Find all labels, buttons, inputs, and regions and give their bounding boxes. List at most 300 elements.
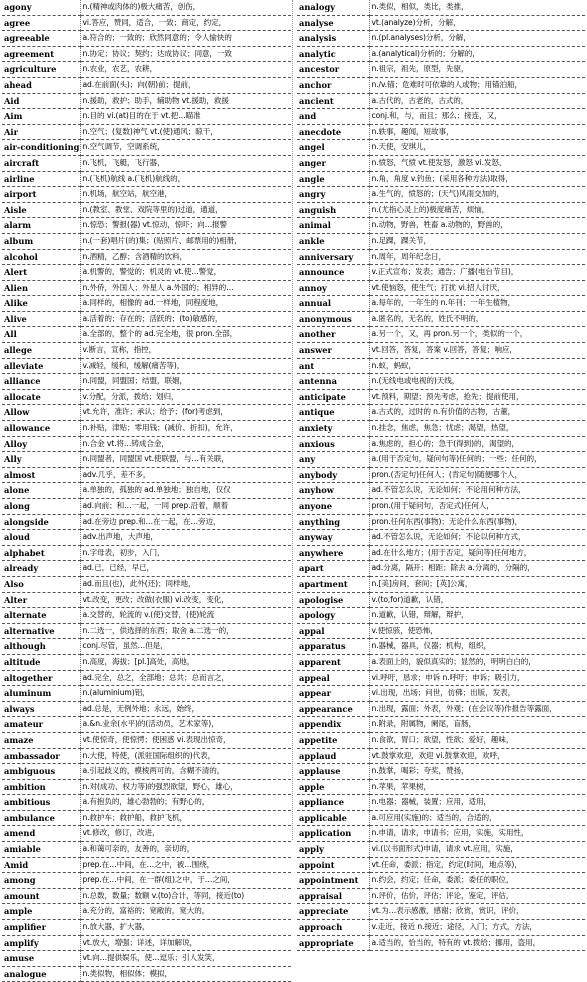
entry-word: aloud bbox=[2, 530, 80, 546]
entry-definition: n.(尤指心灵上的)极度痛苦，烦恼， bbox=[369, 202, 585, 218]
entry-word: appear bbox=[297, 686, 369, 702]
entry-word: already bbox=[2, 561, 80, 577]
vocab-entry bbox=[2, 717, 291, 733]
entry-definition: a.符合的；一致的；欣然同意的；令人愉快的 bbox=[80, 31, 291, 47]
entry-word: air-conditioning bbox=[2, 140, 80, 156]
vocab-entry bbox=[2, 202, 291, 218]
entry-definition: n.同盟者，同盟国 vt.使联盟，与…有关联， bbox=[80, 452, 291, 468]
entry-word: ankle bbox=[297, 233, 369, 249]
vocab-entry bbox=[297, 654, 585, 670]
entry-definition: n.出现，露面；外表，外观；(在会议等)作报告等露面， bbox=[369, 701, 585, 717]
vocab-entry bbox=[2, 592, 291, 608]
entry-word: amateur bbox=[2, 717, 80, 733]
vocab-entry bbox=[297, 764, 585, 780]
entry-word: album bbox=[2, 233, 80, 249]
entry-definition: n.约会，约定；任命，委派；委任的职位， bbox=[369, 873, 585, 889]
entry-word: airline bbox=[2, 171, 80, 187]
vocab-entry bbox=[297, 920, 585, 936]
entry-word: apparatus bbox=[297, 639, 369, 655]
vocab-entry bbox=[297, 810, 585, 826]
entry-word: Alien bbox=[2, 280, 80, 296]
entry-word: agree bbox=[2, 15, 80, 31]
entry-definition: n.救护车；救护船，救护飞机， bbox=[80, 810, 291, 826]
vocab-entry bbox=[297, 405, 585, 421]
entry-word: apart bbox=[297, 561, 369, 577]
entry-definition: vt.预料，期望；预先考虑，抢先；提前使用， bbox=[369, 389, 585, 405]
entry-word: anecdote bbox=[297, 124, 369, 140]
entry-word: Alike bbox=[2, 296, 80, 312]
entry-word: antenna bbox=[297, 374, 369, 390]
entry-definition: n.祖宗，祖先，原型，先驱， bbox=[369, 62, 585, 78]
entry-word: appoint bbox=[297, 857, 369, 873]
entry-definition: n.天使，安琪儿， bbox=[369, 140, 585, 156]
entry-word: Also bbox=[2, 576, 80, 592]
vocab-entry bbox=[297, 155, 585, 171]
vocab-entry bbox=[297, 109, 585, 125]
vocab-entry bbox=[2, 810, 291, 826]
entry-definition: a.匿名的，无名的，姓氏不明的， bbox=[369, 311, 585, 327]
entry-word: announce bbox=[297, 265, 369, 281]
entry-definition: adv.几乎，差不多， bbox=[80, 467, 291, 483]
vocab-entry bbox=[297, 15, 585, 31]
entry-definition: n.食欲，胃口；欲望，性欲；爱好，趣味， bbox=[369, 732, 585, 748]
vocab-entry bbox=[297, 873, 585, 889]
entry-definition: a.引起歧义的，模棱两可的，含糊不清的， bbox=[80, 764, 291, 780]
vocab-entry bbox=[297, 670, 585, 686]
vocab-entry bbox=[2, 187, 291, 203]
vocab-entry bbox=[297, 795, 585, 811]
entry-word: angel bbox=[297, 140, 369, 156]
entry-word: although bbox=[2, 639, 80, 655]
vocab-entry bbox=[2, 966, 291, 982]
vocab-entry bbox=[2, 873, 291, 889]
entry-word: amend bbox=[2, 826, 80, 842]
entry-definition: conj.和，与，而且；那么；接连，又， bbox=[369, 109, 585, 125]
entry-definition: n.足踝，踝关节， bbox=[369, 233, 585, 249]
entry-definition: n.(pl.analyses)分析，分解， bbox=[369, 31, 585, 47]
entry-word: agony bbox=[2, 0, 80, 15]
vocab-entry bbox=[2, 280, 291, 296]
entry-definition: n.蚁，蚂蚁， bbox=[369, 358, 585, 374]
entry-definition: prep.在…中间，在一群(组)之中，于…之间， bbox=[80, 873, 291, 889]
entry-definition: vt.为…表示感激，感谢；欣赏，赏识，评价， bbox=[369, 904, 585, 920]
entry-definition: n.放大器，扩大器， bbox=[80, 920, 291, 936]
entry-word: always bbox=[2, 701, 80, 717]
entry-definition: v.分配，分派，拨给；划归， bbox=[80, 389, 291, 405]
entry-definition: a.机警的，警觉的；机灵的 vt.使…警觉， bbox=[80, 265, 291, 281]
vocab-entry bbox=[2, 951, 291, 967]
entry-definition: a.充分的，富裕的；宽敞的，宽大的， bbox=[80, 904, 291, 920]
word-list-left bbox=[2, 0, 291, 982]
vocab-entry bbox=[297, 608, 585, 624]
vocab-entry bbox=[297, 0, 585, 15]
entry-definition: n.愤怒，气愤 vt.使发怒，激怒 vi.发怒， bbox=[369, 155, 585, 171]
vocab-entry bbox=[297, 514, 585, 530]
vocab-entry bbox=[2, 842, 291, 858]
entry-word: ambiguous bbox=[2, 764, 80, 780]
entry-definition: a.适当的，恰当的，特有的 vt.拨给；挪用，盗用， bbox=[369, 935, 585, 951]
entry-word: apartment bbox=[297, 576, 369, 592]
vocab-entry bbox=[2, 920, 291, 936]
entry-definition: n.高度，海拔；[pl.]高处，高地， bbox=[80, 654, 291, 670]
vocab-entry bbox=[297, 748, 585, 764]
entry-word: appeal bbox=[297, 670, 369, 686]
vocab-entry bbox=[2, 374, 291, 390]
entry-definition: a.全部的，整个的 ad.完全地，很 pron.全部， bbox=[80, 327, 291, 343]
entry-definition: n.补贴，津贴；零用钱；(减价、折扣)，允许， bbox=[80, 421, 291, 437]
entry-definition: n.惊恐；警报(器) vt.惊动，惊吓；向…报警 bbox=[80, 218, 291, 234]
entry-definition: n.(飞机)航线 a.(飞机)航线的， bbox=[80, 171, 291, 187]
entry-word: analyse bbox=[297, 15, 369, 31]
vocab-entry bbox=[297, 686, 585, 702]
entry-definition: n.苹果，苹果树， bbox=[369, 779, 585, 795]
entry-word: alcohol bbox=[2, 249, 80, 265]
entry-definition: n.鼓掌，喝彩；夸奖，赞扬， bbox=[369, 764, 585, 780]
vocab-entry bbox=[2, 233, 291, 249]
entry-definition: a.和蔼可亲的，友善的，亲切的， bbox=[80, 842, 291, 858]
vocab-entry bbox=[2, 343, 291, 359]
entry-word: allowance bbox=[2, 421, 80, 437]
vocab-entry bbox=[2, 436, 291, 452]
entry-word: along bbox=[2, 499, 80, 515]
entry-definition: vt.改变，更改；改做(衣服) vi.改变，变化， bbox=[80, 592, 291, 608]
vocab-entry bbox=[2, 265, 291, 281]
vocab-entry bbox=[297, 623, 585, 639]
vocab-entry bbox=[2, 218, 291, 234]
vocab-entry bbox=[2, 888, 291, 904]
entry-definition: vt.任命，委派；指定，约定(时间，地点等)， bbox=[369, 857, 585, 873]
vocab-entry bbox=[297, 187, 585, 203]
vocab-entry bbox=[2, 530, 291, 546]
vocab-entry bbox=[2, 701, 291, 717]
entry-word: applause bbox=[297, 764, 369, 780]
vocab-entry bbox=[2, 155, 291, 171]
entry-word: analogue bbox=[2, 966, 80, 982]
vocab-entry bbox=[2, 15, 291, 31]
vocab-entry bbox=[297, 545, 585, 561]
entry-definition: v.(to,for)道歉，认错， bbox=[369, 592, 585, 608]
entry-word: Allow bbox=[2, 405, 80, 421]
vocab-entry bbox=[297, 202, 585, 218]
vocab-entry bbox=[297, 343, 585, 359]
entry-definition: vt.允许，准许；承认；给予；(for)考虑到， bbox=[80, 405, 291, 421]
entry-word: any bbox=[297, 452, 369, 468]
entry-definition: a.交替的，轮流的 v.(使)交替，(使)轮流 bbox=[80, 608, 291, 624]
vocab-entry bbox=[2, 608, 291, 624]
entry-definition: a.活着的；存在的；活跃的；(to)敏感的， bbox=[80, 311, 291, 327]
entry-word: appetite bbox=[297, 732, 369, 748]
entry-word: alongside bbox=[2, 514, 80, 530]
vocab-entry bbox=[2, 857, 291, 873]
entry-word: anything bbox=[297, 514, 369, 530]
entry-definition: a.可应用(实施)的；适当的，合适的， bbox=[369, 810, 585, 826]
entry-definition: pron.(用于疑问句，否定式)任何人， bbox=[369, 499, 585, 515]
entry-definition: vt.鼓掌欢迎，欢迎 vi.鼓掌欢迎，欢呼， bbox=[369, 748, 585, 764]
vocab-entry bbox=[2, 748, 291, 764]
entry-word: anchor bbox=[297, 77, 369, 93]
entry-word: anguish bbox=[297, 202, 369, 218]
vocab-entry bbox=[2, 31, 291, 47]
entry-definition: n.机场，航空站，航空港， bbox=[80, 187, 291, 203]
entry-definition: a.古式的，过时的 n.有价值的古物，古董， bbox=[369, 405, 585, 421]
entry-definition: n.对(成功、权力等)的强烈欲望，野心，雄心， bbox=[80, 779, 291, 795]
entry-word: Air bbox=[2, 124, 80, 140]
entry-word: apply bbox=[297, 842, 369, 858]
entry-word: alleviate bbox=[2, 358, 80, 374]
entry-word: appropriate bbox=[297, 935, 369, 951]
vocab-entry bbox=[2, 545, 291, 561]
vocab-entry bbox=[297, 296, 585, 312]
vocab-entry bbox=[297, 140, 585, 156]
entry-definition: n.评价，估价，评估；评论，鉴定，评估， bbox=[369, 888, 585, 904]
vocab-entry bbox=[2, 389, 291, 405]
entry-definition: a.每年的，一年生的 n.年刊；一年生植物， bbox=[369, 296, 585, 312]
entry-definition: ad.而且(也)，此外(还)；同样地， bbox=[80, 576, 291, 592]
vocab-entry bbox=[2, 764, 291, 780]
entry-definition: a.古代的，古老的，古式的， bbox=[369, 93, 585, 109]
vocab-entry bbox=[2, 249, 291, 265]
entry-definition: a.表面上的，貌似真实的；显然的，明明白白的， bbox=[369, 654, 585, 670]
entry-definition: n.字母表，初步，入门， bbox=[80, 545, 291, 561]
entry-word: answer bbox=[297, 343, 369, 359]
entry-definition: n.协定；协议；契约；达成协议；同意，一致 bbox=[80, 46, 291, 62]
vocab-entry bbox=[297, 530, 585, 546]
vocab-entry bbox=[297, 327, 585, 343]
entry-definition: v.走近，接近 n.接近；途径，入门；方式，方法， bbox=[369, 920, 585, 936]
entry-word: appliance bbox=[297, 795, 369, 811]
entry-definition: a.(用于否定句，疑问句等)任何的；一些；任何的， bbox=[369, 452, 585, 468]
entry-word: alternative bbox=[2, 623, 80, 639]
entry-definition: vt.修改，修订，改进， bbox=[80, 826, 291, 842]
entry-definition: n.(aluminium)铝， bbox=[80, 686, 291, 702]
vocab-entry bbox=[2, 467, 291, 483]
entry-definition: n.角，角度 v.钓鱼；(采用各种方法)取得， bbox=[369, 171, 585, 187]
entry-word: alternate bbox=[2, 608, 80, 624]
vocab-entry bbox=[297, 280, 585, 296]
entry-definition: n.动物，野兽，牲畜 a.动物的，野兽的， bbox=[369, 218, 585, 234]
entry-definition: n./v.锚；危难时可依靠的人或物；用锚泊船， bbox=[369, 77, 585, 93]
entry-word: amaze bbox=[2, 732, 80, 748]
vocab-entry bbox=[2, 0, 291, 15]
vocab-entry bbox=[2, 109, 291, 125]
entry-definition: n.酒精，乙醇；含酒精的饮料， bbox=[80, 249, 291, 265]
entry-word: antique bbox=[297, 405, 369, 421]
entry-definition: n.农业，农艺，农耕， bbox=[80, 62, 291, 78]
entry-word: alliance bbox=[2, 374, 80, 390]
entry-word: anyway bbox=[297, 530, 369, 546]
entry-word: apology bbox=[297, 608, 369, 624]
entry-definition: v.减轻，缓和，缓解(痛苦等)， bbox=[80, 358, 291, 374]
vocab-entry bbox=[2, 561, 291, 577]
entry-word: animal bbox=[297, 218, 369, 234]
entry-definition: ad.不管怎么说，无论如何；不论以何种方式， bbox=[369, 530, 585, 546]
entry-definition: n.二选一，供选择的东西；取舍 a.二选一的， bbox=[80, 623, 291, 639]
vocab-entry bbox=[2, 358, 291, 374]
entry-word: altogether bbox=[2, 670, 80, 686]
entry-word: ancient bbox=[297, 93, 369, 109]
vocab-entry bbox=[297, 499, 585, 515]
entry-definition: v.正式宣布；发表；通告；广播(电台节目)， bbox=[369, 265, 585, 281]
entry-word: appreciate bbox=[297, 904, 369, 920]
entry-word: anticipate bbox=[297, 389, 369, 405]
vocab-entry bbox=[297, 732, 585, 748]
vocab-entry bbox=[2, 171, 291, 187]
entry-word: anywhere bbox=[297, 545, 369, 561]
entry-definition: n.飞机，飞艇，飞行器， bbox=[80, 155, 291, 171]
entry-definition: n.类似物，相似体；模拟， bbox=[80, 966, 291, 982]
vocab-entry bbox=[2, 732, 291, 748]
vocab-entry bbox=[2, 779, 291, 795]
entry-definition: vt.使恼怒，使生气；打扰 vi.招人讨厌， bbox=[369, 280, 585, 296]
entry-definition: n.器械，器具，仪器；机构，组织， bbox=[369, 639, 585, 655]
entry-word: analysis bbox=[297, 31, 369, 47]
entry-word: Alloy bbox=[2, 436, 80, 452]
vocab-entry bbox=[297, 233, 585, 249]
entry-word: anxiety bbox=[297, 421, 369, 437]
vocab-entry bbox=[297, 124, 585, 140]
entry-word: allege bbox=[2, 343, 80, 359]
entry-definition: ad.在什么地方；(用于否定，疑问等)任何地方， bbox=[369, 545, 585, 561]
entry-word: amiable bbox=[2, 842, 80, 858]
entry-word: appal bbox=[297, 623, 369, 639]
vocab-entry bbox=[297, 857, 585, 873]
entry-word: anxious bbox=[297, 436, 369, 452]
entry-definition: ad.已，已经，早已， bbox=[80, 561, 291, 577]
vocab-entry bbox=[297, 389, 585, 405]
vocab-entry bbox=[297, 639, 585, 655]
entry-definition: n.(精神或肉体的)极大痛苦，创伤， bbox=[80, 0, 291, 15]
entry-definition: n.(教室、教堂、戏院等里的)过道，通道， bbox=[80, 202, 291, 218]
entry-word: anonymous bbox=[297, 311, 369, 327]
vocab-entry bbox=[297, 46, 585, 62]
entry-word: among bbox=[2, 873, 80, 889]
vocab-entry bbox=[2, 639, 291, 655]
entry-definition: a.&n.业余(水平)的(活动员，艺术家等)， bbox=[80, 717, 291, 733]
entry-definition: a.单独的，孤独的 ad.单独地；独自地，仅仅 bbox=[80, 483, 291, 499]
entry-definition: v.断言，宣称，指控， bbox=[80, 343, 291, 359]
entry-word: annoy bbox=[297, 280, 369, 296]
entry-definition: prep.在…中间，在…之中，被…围绕， bbox=[80, 857, 291, 873]
vocab-entry bbox=[2, 311, 291, 327]
entry-word: analytic bbox=[297, 46, 369, 62]
vocab-entry bbox=[297, 576, 585, 592]
entry-definition: vt.向…提供娱乐，使…逗乐；引人发笑， bbox=[80, 951, 291, 967]
vocab-entry bbox=[297, 62, 585, 78]
entry-definition: n.援助，救护；助手，辅助物 vt.援助，救援 bbox=[80, 93, 291, 109]
entry-definition: ad.不管怎么说，无论如何；不论用何种方法， bbox=[369, 483, 585, 499]
entry-word: Amid bbox=[2, 857, 80, 873]
entry-definition: n.(无线电或电视的)天线， bbox=[369, 374, 585, 390]
entry-word: Aid bbox=[2, 93, 80, 109]
vocab-entry bbox=[2, 140, 291, 156]
vocab-entry bbox=[297, 888, 585, 904]
entry-definition: ad.总是，无例外地；永远，始终， bbox=[80, 701, 291, 717]
vocab-entry bbox=[2, 452, 291, 468]
entry-definition: n.外侨，外国人；外星人 a.外国的；相异的… bbox=[80, 280, 291, 296]
entry-word: Aisle bbox=[2, 202, 80, 218]
entry-definition: ad.在前面(头)；向(朝)前；提前， bbox=[80, 77, 291, 93]
entry-definition: n.(一套)唱片(的)集；(贴照片、邮票用的)相册， bbox=[80, 233, 291, 249]
vocab-entry bbox=[2, 327, 291, 343]
entry-definition: a.另一个，又，再 pron.另一个，类似的一个， bbox=[369, 327, 585, 343]
entry-word: agriculture bbox=[2, 62, 80, 78]
vocab-entry bbox=[297, 904, 585, 920]
vocab-entry bbox=[297, 374, 585, 390]
vocab-entry bbox=[297, 935, 585, 951]
entry-word: aluminum bbox=[2, 686, 80, 702]
vocab-entry bbox=[297, 592, 585, 608]
vocab-entry bbox=[2, 93, 291, 109]
entry-word: ambitious bbox=[2, 795, 80, 811]
vocab-entry bbox=[2, 654, 291, 670]
entry-word: ambassador bbox=[2, 748, 80, 764]
vocab-entry bbox=[297, 452, 585, 468]
vocab-entry bbox=[297, 467, 585, 483]
entry-word: Aim bbox=[2, 109, 80, 125]
entry-word: Alert bbox=[2, 265, 80, 281]
entry-definition: n.同盟，同盟国；结盟，联姻， bbox=[80, 374, 291, 390]
entry-definition: n.申请，请求，申请书；应用，实施，实用性， bbox=[369, 826, 585, 842]
vocab-entry bbox=[2, 405, 291, 421]
vocab-entry bbox=[2, 935, 291, 951]
entry-word: airport bbox=[2, 187, 80, 203]
entry-definition: vi.(以书面形式)申请，请求 vt.应用，实施， bbox=[369, 842, 585, 858]
entry-definition: ad.完全，总之，全部地；总共；总而言之， bbox=[80, 670, 291, 686]
vocab-entry bbox=[2, 826, 291, 842]
vocab-entry bbox=[2, 124, 291, 140]
vocab-entry bbox=[297, 311, 585, 327]
entry-word: ambulance bbox=[2, 810, 80, 826]
entry-definition: v.使惊骇，使恐怖， bbox=[369, 623, 585, 639]
vocab-entry bbox=[297, 93, 585, 109]
entry-definition: vi.出现，出场；问世，仿佛；出版，发表， bbox=[369, 686, 585, 702]
entry-definition: vt.使惊奇，使惊愕；使困惑 vi.表现出惊奇， bbox=[80, 732, 291, 748]
entry-word: application bbox=[297, 826, 369, 842]
entry-word: amuse bbox=[2, 951, 80, 967]
entry-word: ample bbox=[2, 904, 80, 920]
entry-definition: a.有抱负的，雄心勃勃的；有野心的， bbox=[80, 795, 291, 811]
entry-definition: vi.呼吁，恳求；申诉 n.呼吁；申诉；吸引力， bbox=[369, 670, 585, 686]
entry-word: angle bbox=[297, 171, 369, 187]
entry-word: approach bbox=[297, 920, 369, 936]
vocab-entry bbox=[2, 421, 291, 437]
entry-definition: n.轶事，趣闻，短故事， bbox=[369, 124, 585, 140]
entry-word: aircraft bbox=[2, 155, 80, 171]
vocab-entry bbox=[2, 904, 291, 920]
entry-definition: a.焦虑的，担心的；急于(得到)的，渴望的， bbox=[369, 436, 585, 452]
vocab-entry bbox=[297, 779, 585, 795]
vocab-entry bbox=[2, 77, 291, 93]
column-divider bbox=[292, 0, 295, 840]
vocab-entry bbox=[297, 421, 585, 437]
entry-word: Alter bbox=[2, 592, 80, 608]
entry-word: ahead bbox=[2, 77, 80, 93]
entry-word: applicable bbox=[297, 810, 369, 826]
entry-definition: n.道歉，认错，辩解，辩护， bbox=[369, 608, 585, 624]
vocab-entry bbox=[297, 842, 585, 858]
entry-word: Ally bbox=[2, 452, 80, 468]
entry-definition: vi.答应，赞同，适合，一致；商定，约定， bbox=[80, 15, 291, 31]
entry-word: anniversary bbox=[297, 249, 369, 265]
vocab-entry bbox=[297, 265, 585, 281]
entry-definition: n.总数，数量；数额 v.(to)合计，等同，接近(to) bbox=[80, 888, 291, 904]
entry-word: alarm bbox=[2, 218, 80, 234]
entry-word: ancestor bbox=[297, 62, 369, 78]
vocab-entry bbox=[2, 670, 291, 686]
entry-word: ant bbox=[297, 358, 369, 374]
entry-definition: conj.尽管，虽然…但是， bbox=[80, 639, 291, 655]
entry-definition: a.同样的，相像的 ad.一样地，同程度地， bbox=[80, 296, 291, 312]
